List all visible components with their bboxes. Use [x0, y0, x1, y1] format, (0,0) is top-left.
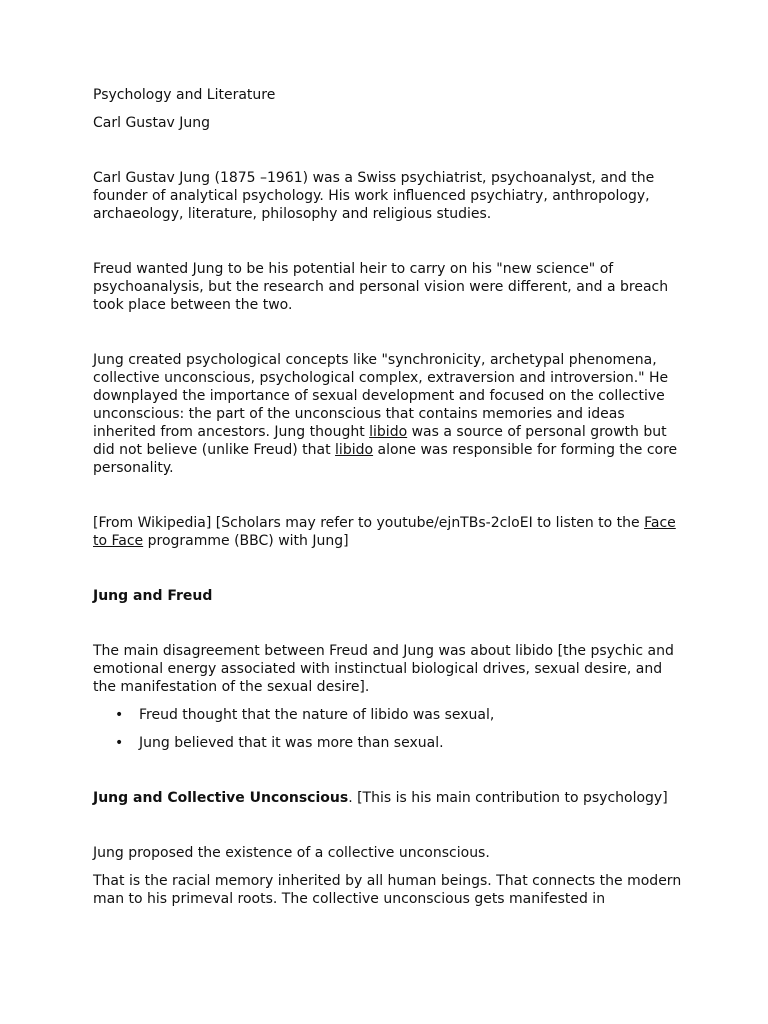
source-text-2: programme (BBC) with Jung]	[143, 533, 349, 549]
libido-bullet-list	[93, 706, 683, 752]
list-item-text: Freud thought that the nature of libido was sexual,	[139, 707, 495, 723]
collective-unconscious-note: . [This is his main contribution to psychology]	[348, 790, 668, 806]
source-text-1: [From Wikipedia] [Scholars may refer to youtube/ejnTBs-2cloEI to listen to the	[93, 515, 645, 531]
proposed-paragraph: Jung proposed the existence of a collective unconscious.	[93, 845, 490, 861]
concepts-paragraph	[93, 351, 683, 477]
bullet-icon: •	[115, 735, 124, 751]
face-to-face-link[interactable]: Face to Face	[93, 515, 676, 549]
concepts-text-3: alone was responsible for forming the core personality.	[93, 442, 678, 476]
list-item	[93, 706, 683, 724]
racial-memory-paragraph: That is the racial memory inherited by all human beings. That connects the modern man to his primeval roots. The collective unconscious gets manifested in	[93, 873, 682, 907]
source-paragraph	[93, 514, 683, 550]
concepts-text-1: Jung created psychological concepts like "synchronicity, archetypal phenomena, collective unconscious, psychological complex, extraversion and introversion." He downplayed the importance of sexual development and focused on the collective unconscious: the part of the unconscious that contains memories and ideas inherited from ancestors. Jung thought	[93, 352, 669, 440]
freud-heir-paragraph: Freud wanted Jung to be his potential heir to carry on his "new science" of psychoanalysis, but the research and personal vision were different, and a breach took place between the two.	[93, 261, 669, 313]
heading-jung-and-freud: Jung and Freud	[93, 588, 213, 604]
bullet-icon: •	[115, 707, 124, 723]
intro-paragraph: Carl Gustav Jung (1875 –1961) was a Swiss psychiatrist, psychoanalyst, and the founder of analytical psychology. His work influenced psychiatry, anthropology, archaeology, literature, philosophy and religious studies.	[93, 170, 655, 222]
list-item-text: Jung believed that it was more than sexual.	[139, 735, 444, 751]
concepts-text-2: was a source of personal growth but did not believe (unlike Freud) that	[93, 424, 667, 458]
libido-link[interactable]: libido	[335, 442, 374, 458]
document-page	[93, 86, 683, 945]
document-author: Carl Gustav Jung	[93, 115, 211, 131]
list-item	[93, 734, 683, 752]
libido-link[interactable]: libido	[369, 424, 408, 440]
disagreement-paragraph: The main disagreement between Freud and Jung was about libido [the psychic and emotional energy associated with instinctual biological drives, sexual desire, and the manifestation of the sexual desire].	[93, 643, 674, 695]
document-title: Psychology and Literature	[93, 87, 276, 103]
collective-unconscious-heading: Jung and Collective Unconscious	[93, 790, 349, 806]
collective-unconscious-paragraph	[93, 789, 683, 807]
